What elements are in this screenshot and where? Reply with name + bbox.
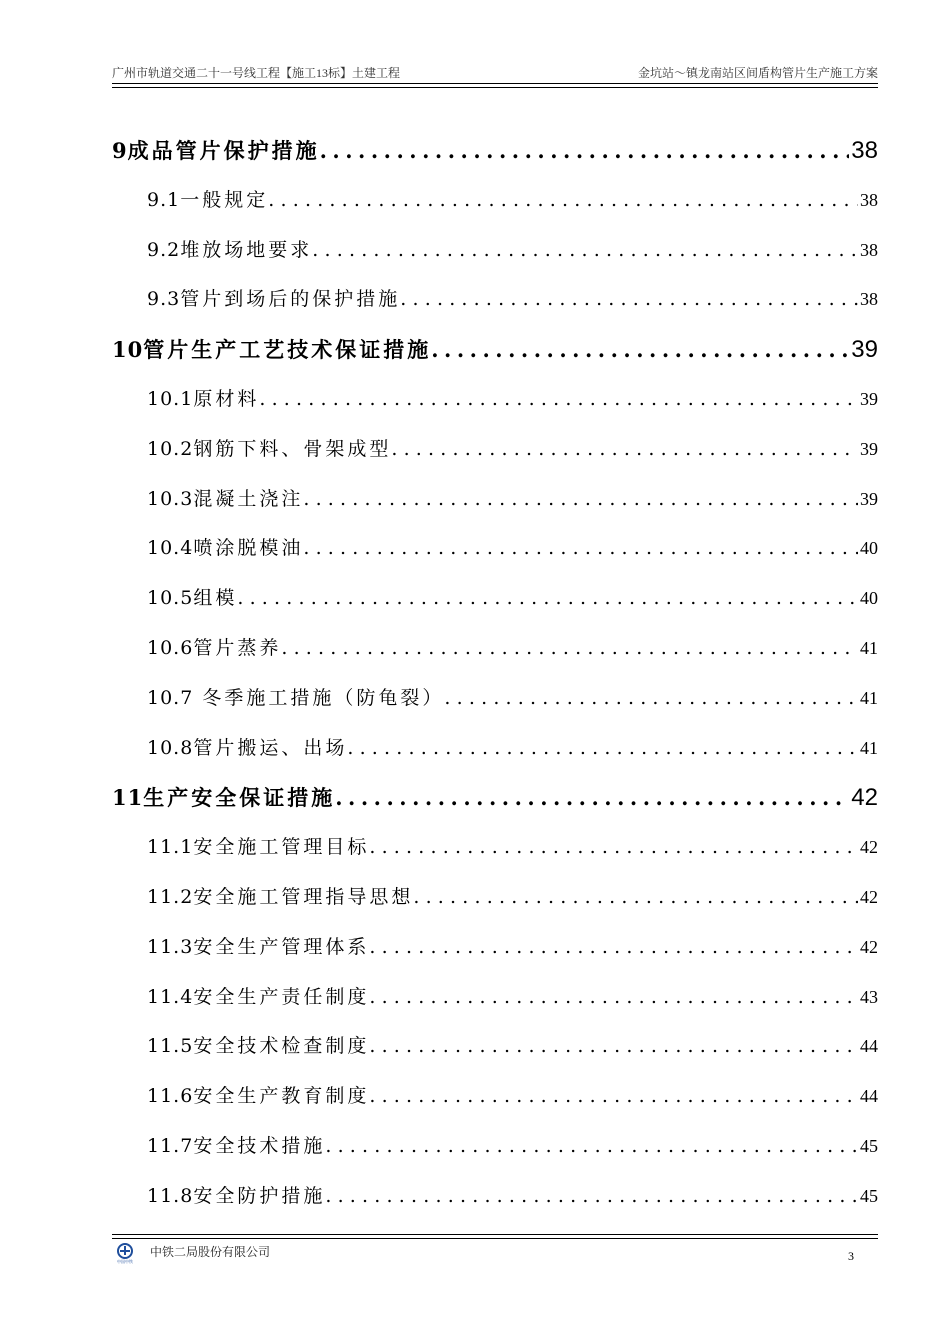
toc-entry-page: 38 xyxy=(860,239,878,260)
toc-dot-leader xyxy=(369,1022,858,1072)
toc-section-entry[interactable] xyxy=(112,524,878,574)
toc-entry-number: 9.2 xyxy=(147,238,181,261)
toc-dot-leader xyxy=(400,275,858,325)
toc-entry-number: 11.5 xyxy=(147,1035,194,1058)
toc-entry-title xyxy=(147,475,303,525)
toc-entry-text: 管片到场后的保护措施 xyxy=(180,288,401,311)
toc-entry-page: 41 xyxy=(860,637,878,658)
toc-entry-page: 44 xyxy=(860,1086,878,1107)
toc-entry-number: 11.3 xyxy=(147,935,194,958)
footer-company-name: 中铁二局股份有限公司 xyxy=(150,1245,271,1259)
toc-entry-number: 10.1 xyxy=(147,387,194,410)
toc-dot-leader xyxy=(431,325,849,375)
toc-entry-page: 38 xyxy=(851,137,878,164)
toc-entry-title xyxy=(147,176,268,226)
toc-section-entry[interactable] xyxy=(112,574,878,624)
toc-section-entry[interactable] xyxy=(112,1072,878,1122)
toc-dot-leader xyxy=(259,375,858,425)
toc-entry-title xyxy=(112,126,320,176)
toc-entry-title xyxy=(147,425,391,475)
toc-entry-text: 钢筋下料、骨架成型 xyxy=(193,437,392,460)
toc-entry-number: 11 xyxy=(112,785,144,811)
toc-entry-page: 42 xyxy=(860,837,878,858)
toc-section-entry[interactable] xyxy=(112,375,878,425)
toc-entry-title xyxy=(147,1072,369,1122)
toc-entry-title xyxy=(147,674,444,724)
toc-entry-page: 39 xyxy=(860,438,878,459)
table-of-contents xyxy=(112,126,878,1222)
header-project-title: 广州市轨道交通二十一号线工程【施工13标】土建工程 xyxy=(112,66,401,80)
toc-dot-leader xyxy=(281,624,858,674)
toc-entry-page: 40 xyxy=(860,538,878,559)
toc-section-entry[interactable] xyxy=(112,226,878,276)
toc-dot-leader xyxy=(413,873,858,923)
toc-entry-text: 安全生产责任制度 xyxy=(193,985,370,1008)
toc-entry-page: 42 xyxy=(851,784,878,812)
toc-entry-text: 冬季施工措施（防龟裂） xyxy=(193,686,445,709)
toc-entry-title xyxy=(147,624,281,674)
toc-entry-text: 安全技术措施 xyxy=(193,1134,326,1157)
header-divider-thin xyxy=(112,87,878,88)
toc-entry-number: 11.6 xyxy=(147,1085,194,1108)
toc-dot-leader xyxy=(369,823,858,873)
toc-entry-title xyxy=(147,574,237,624)
toc-dot-leader xyxy=(335,773,849,823)
toc-entry-title xyxy=(147,375,259,425)
toc-section-entry[interactable] xyxy=(112,1122,878,1172)
toc-dot-leader xyxy=(237,574,858,624)
toc-entry-text: 安全生产教育制度 xyxy=(193,1085,370,1108)
toc-entry-title xyxy=(147,524,303,574)
toc-entry-page: 41 xyxy=(860,737,878,758)
toc-dot-leader xyxy=(347,724,858,774)
toc-dot-leader xyxy=(369,973,858,1023)
toc-dot-leader xyxy=(268,176,858,226)
page-number: 3 xyxy=(848,1249,854,1263)
toc-entry-number: 11.4 xyxy=(147,985,194,1008)
toc-section-entry[interactable] xyxy=(112,674,878,724)
toc-entry-title xyxy=(147,226,312,276)
toc-dot-leader xyxy=(391,425,858,475)
toc-entry-number: 10 xyxy=(112,337,144,363)
toc-entry-number: 10.8 xyxy=(147,736,194,759)
toc-entry-page: 39 xyxy=(851,336,878,364)
toc-entry-text: 管片蒸养 xyxy=(193,636,282,659)
toc-entry-number: 10.4 xyxy=(147,537,194,560)
toc-entry-title xyxy=(112,773,335,823)
toc-entry-text: 安全施工管理指导思想 xyxy=(193,885,414,908)
toc-section-entry[interactable] xyxy=(112,1172,878,1222)
toc-entry-page: 45 xyxy=(860,1185,878,1206)
toc-dot-leader xyxy=(312,226,858,276)
toc-entry-number: 9.3 xyxy=(147,288,181,311)
toc-entry-page: 42 xyxy=(860,936,878,957)
toc-entry-title xyxy=(147,823,369,873)
toc-entry-number: 10.3 xyxy=(147,487,194,510)
toc-entry-text: 安全施工管理目标 xyxy=(193,836,370,859)
toc-entry-number: 9.1 xyxy=(147,188,181,211)
toc-dot-leader xyxy=(303,475,858,525)
toc-entry-number: 11.2 xyxy=(147,885,194,908)
toc-entry-number: 10.5 xyxy=(147,587,194,610)
toc-section-entry[interactable] xyxy=(112,624,878,674)
toc-entry-number: 10.2 xyxy=(147,437,194,460)
logo-caption: 中国中铁 xyxy=(117,1259,133,1264)
toc-entry-page: 42 xyxy=(860,886,878,907)
toc-dot-leader xyxy=(320,126,850,176)
toc-entry-title xyxy=(147,724,347,774)
toc-entry-text: 生产安全保证措施 xyxy=(143,785,336,811)
footer-divider-thin xyxy=(112,1238,878,1239)
header-divider xyxy=(112,83,878,84)
toc-entry-text: 成品管片保护措施 xyxy=(127,138,320,163)
toc-section-entry[interactable] xyxy=(112,724,878,774)
toc-dot-leader xyxy=(303,524,858,574)
toc-entry-page: 41 xyxy=(860,687,878,708)
toc-entry-page: 39 xyxy=(860,388,878,409)
toc-entry-number: 11.7 xyxy=(147,1134,194,1157)
toc-entry-text: 喷涂脱模油 xyxy=(193,537,304,560)
toc-section-entry[interactable] xyxy=(112,973,878,1023)
toc-entry-page: 38 xyxy=(860,289,878,310)
toc-section-entry[interactable] xyxy=(112,873,878,923)
toc-entry-text: 组模 xyxy=(193,587,238,610)
toc-entry-page: 45 xyxy=(860,1135,878,1156)
toc-entry-number: 10.7 xyxy=(147,686,194,709)
toc-dot-leader xyxy=(369,1072,858,1122)
toc-section-entry[interactable] xyxy=(112,923,878,973)
toc-entry-title xyxy=(147,1022,369,1072)
toc-entry-title xyxy=(147,923,369,973)
toc-entry-page: 38 xyxy=(860,189,878,210)
crcc-logo-icon xyxy=(114,1242,136,1264)
toc-entry-title xyxy=(147,873,413,923)
toc-entry-text: 管片生产工艺技术保证措施 xyxy=(143,337,432,363)
toc-entry-text: 安全防护措施 xyxy=(193,1184,326,1207)
toc-section-entry[interactable] xyxy=(112,475,878,525)
toc-entry-text: 原材料 xyxy=(193,387,260,410)
toc-entry-text: 堆放场地要求 xyxy=(180,238,313,261)
toc-entry-text: 安全生产管理体系 xyxy=(193,935,370,958)
toc-chapter-entry[interactable] xyxy=(112,126,878,176)
toc-dot-leader xyxy=(325,1122,858,1172)
toc-entry-page: 40 xyxy=(860,588,878,609)
footer-divider xyxy=(112,1234,878,1235)
toc-entry-number: 11.8 xyxy=(147,1184,194,1207)
toc-entry-text: 混凝土浇注 xyxy=(193,487,304,510)
toc-entry-title xyxy=(147,973,369,1023)
toc-chapter-entry[interactable] xyxy=(112,773,878,823)
toc-section-entry[interactable] xyxy=(112,176,878,226)
toc-entry-title xyxy=(112,325,431,375)
toc-section-entry[interactable] xyxy=(112,425,878,475)
toc-section-entry[interactable] xyxy=(112,1022,878,1072)
toc-section-entry[interactable] xyxy=(112,275,878,325)
toc-section-entry[interactable] xyxy=(112,823,878,873)
toc-dot-leader xyxy=(325,1172,858,1222)
toc-entry-text: 管片搬运、出场 xyxy=(193,736,348,759)
toc-entry-page: 43 xyxy=(860,986,878,1007)
toc-dot-leader xyxy=(444,674,858,724)
toc-entry-number: 10.6 xyxy=(147,636,194,659)
toc-entry-title xyxy=(147,1172,325,1222)
toc-entry-title xyxy=(147,1122,325,1172)
toc-entry-page: 44 xyxy=(860,1036,878,1057)
toc-entry-number: 9 xyxy=(112,138,128,163)
toc-chapter-entry[interactable] xyxy=(112,325,878,375)
toc-entry-page: 39 xyxy=(860,488,878,509)
header-document-title: 金坑站～镇龙南站区间盾构管片生产施工方案 xyxy=(637,66,878,80)
toc-entry-text: 安全技术检查制度 xyxy=(193,1035,370,1058)
toc-dot-leader xyxy=(369,923,858,973)
toc-entry-number: 11.1 xyxy=(147,836,194,859)
toc-entry-title xyxy=(147,275,400,325)
toc-entry-text: 一般规定 xyxy=(180,188,269,211)
page-header xyxy=(112,64,878,82)
